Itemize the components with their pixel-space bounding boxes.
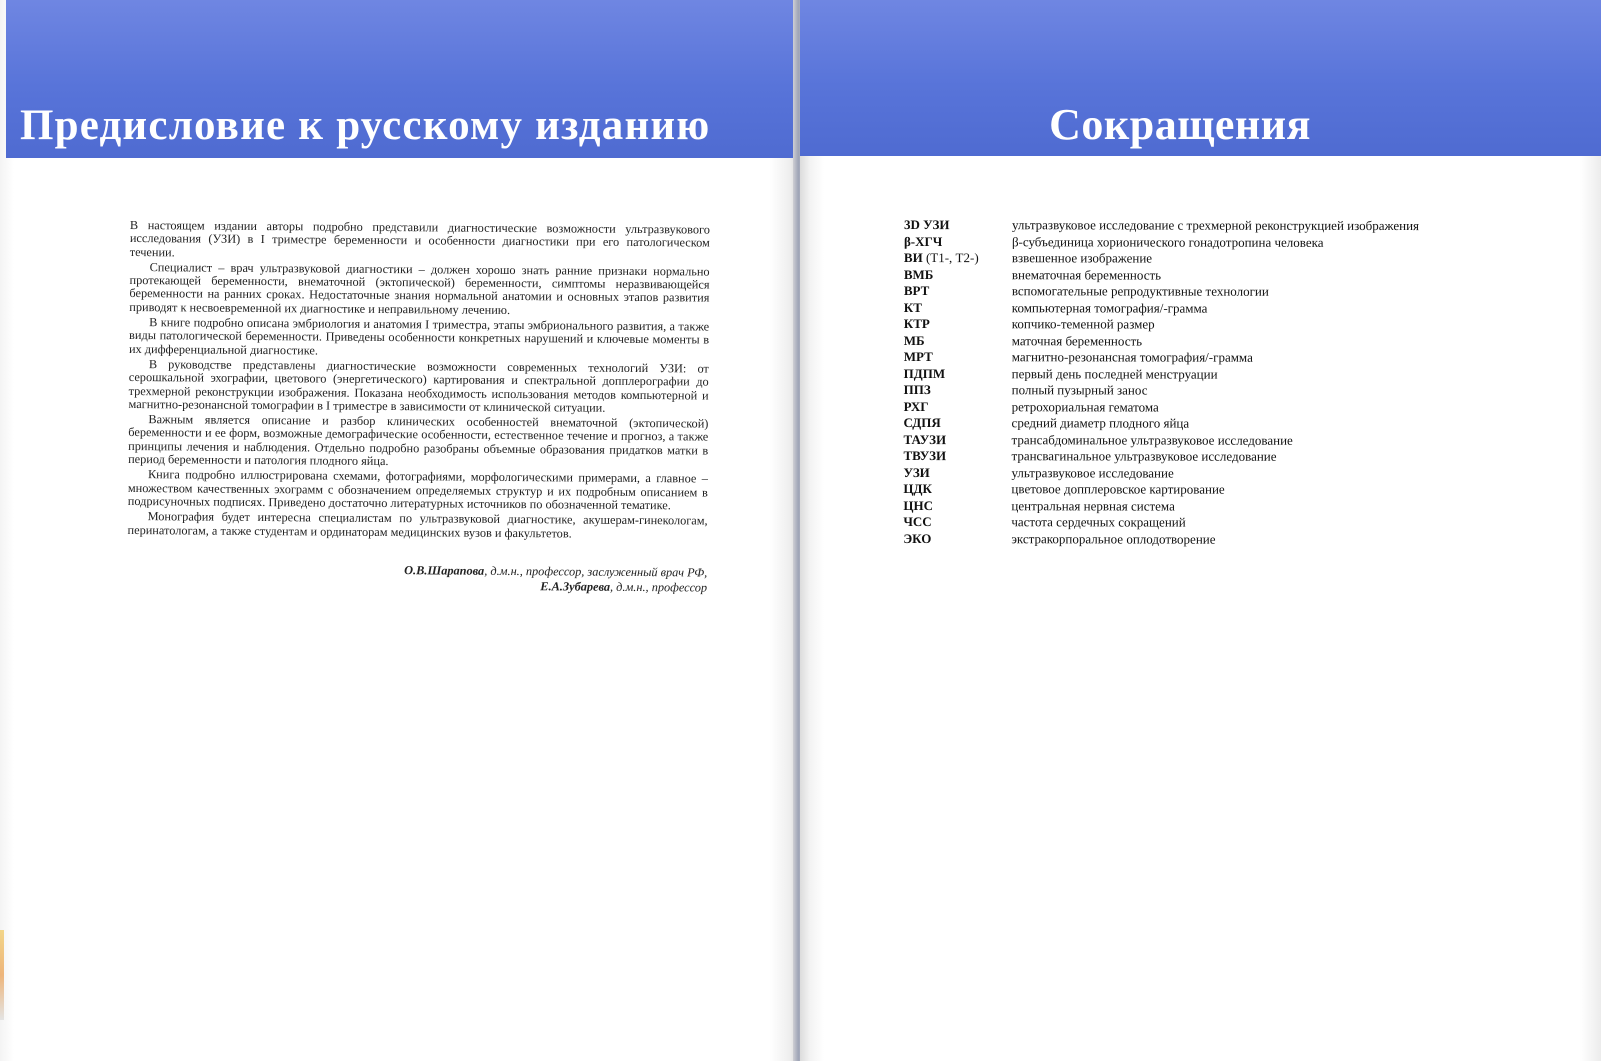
abbreviation-row	[904, 349, 1584, 367]
abbreviation-definition: средний диаметр плодного яйца	[1011, 415, 1190, 431]
abbreviation-row	[904, 382, 1584, 400]
abbreviation-definition: трансвагинальное ультразвуковое исследование	[1011, 448, 1277, 464]
abbreviation-term	[904, 365, 1012, 382]
abbreviation-term-text: ВМБ	[903, 266, 934, 282]
paragraph: Важным является описание и разбор клинических особенностей внематочной (эктопической) беременности и ее форм, возможные демографические особенности, естественное течение и прогноз, а также принципы лечения и наблюдения. Отдельно подробно разобраны объемные образования придатков матки в период беременности и патология плодного яйца.	[128, 412, 709, 469]
abbreviation-term	[904, 349, 1012, 366]
abbreviation-row	[903, 464, 1583, 482]
abbreviation-term	[904, 266, 1012, 283]
signatures	[127, 561, 707, 596]
abbreviation-list	[903, 217, 1584, 548]
abbreviation-row	[904, 431, 1584, 449]
abbreviation-term	[904, 415, 1012, 432]
abbreviation-term-text: ЭКО	[903, 530, 932, 546]
abbreviation-term-text: ЦНС	[903, 497, 934, 513]
abbreviation-row	[904, 415, 1584, 433]
abbreviation-term-suffix: (Т1-, Т2-)	[922, 250, 979, 266]
abbreviation-row	[904, 332, 1584, 350]
abbreviation-term	[904, 283, 1012, 300]
author-title: , д.м.н., профессор, заслуженный врач РФ,	[484, 563, 708, 580]
abbreviation-row	[903, 514, 1583, 532]
abbreviation-definition: ультразвуковое исследование с трехмерной реконструкцией изображения	[1011, 217, 1420, 234]
paragraph: Монография будет интересна специалистам по ультразвуковой диагностике, акушерам-гинекологам, перинатологам, а также студентам и ординаторам медицинских вузов и факультетов.	[127, 509, 708, 541]
abbreviation-row	[903, 497, 1583, 515]
abbreviation-term	[904, 316, 1012, 333]
author-title: , д.м.н., профессор	[609, 579, 708, 595]
author-name: О.В.Шарапова	[404, 562, 485, 578]
abbreviation-term-text: β-ХГЧ	[903, 233, 943, 249]
abbreviation-definition: трансабдоминальное ультразвуковое исследование	[1011, 431, 1293, 448]
page-title: Предисловие к русскому изданию	[20, 102, 711, 149]
abbreviation-definition: компьютерная томография/-грамма	[1011, 299, 1208, 316]
paragraph: В руководстве представлены диагностические возможности современных технологий УЗИ: от серошкальной эхографии, цветового (энергетического) картирования и спектральной допплерографии до трехмерной реконструкции изображения. Показана необходимость использования методов компьютерной и магнитно-резонансной томографии в I триместре в зависимости от клинической ситуации.	[128, 357, 709, 415]
abbreviation-term	[903, 464, 1011, 481]
abbreviation-definition: полный пузырный занос	[1011, 382, 1148, 398]
right-page	[800, 0, 1601, 1061]
abbreviation-definition: экстракорпоральное оплодотворение	[1011, 530, 1216, 547]
abbreviation-term	[904, 250, 1012, 267]
abbreviation-definition: магнитно-резонансная томография/-грамма	[1011, 349, 1253, 365]
abbreviation-term-text: ЦДК	[903, 480, 932, 497]
abbreviation-row	[904, 266, 1584, 284]
abbreviation-row	[903, 530, 1583, 548]
abbreviation-row	[903, 448, 1583, 466]
abbreviation-row	[904, 283, 1584, 301]
abbreviation-row	[904, 250, 1584, 268]
abbreviation-definition: внематочная беременность	[1011, 266, 1162, 283]
paragraph: В настоящем издании авторы подробно представили диагностические возможности ультразвукового исследования (УЗИ) в I триместре беременности и особенности диагностики при его патологическом течении.	[129, 218, 710, 259]
abbreviation-definition: центральная нервная система	[1011, 497, 1175, 514]
abbreviation-term-text: КТ	[903, 299, 922, 315]
abbreviation-definition: вспомогательные репродуктивные технологии	[1011, 283, 1269, 299]
left-page	[0, 0, 797, 1061]
abbreviation-definition: частота сердечных сокращений	[1011, 514, 1186, 530]
author-name: Е.А.Зубарева	[540, 579, 611, 594]
abbreviation-term	[904, 431, 1012, 448]
paragraph: Специалист – врач ультразвуковой диагностики – должен хорошо знать ранние признаки нормально протекающей беременности, внематочной (эктопической) беременности, симптомы неразвивающейся беременности на ранних сроках. Недостаточные знания нормальной анатомии и основных этапов развития приводят к несвоевременной их диагностике и неправильному лечению.	[129, 260, 710, 317]
abbreviation-definition: копчико-теменной размер	[1011, 316, 1155, 332]
abbreviation-term	[904, 233, 1012, 250]
abbreviation-term-text: СДПЯ	[903, 414, 941, 431]
abbreviation-definition: цветовое допплеровское картирование	[1011, 481, 1225, 497]
abbreviation-definition: ультразвуковое исследование	[1011, 464, 1174, 481]
abbreviation-row	[904, 316, 1584, 334]
page-edge-mark	[0, 930, 4, 1020]
abbreviation-row	[904, 217, 1584, 235]
abbreviation-row	[904, 398, 1584, 416]
abbreviation-term	[903, 530, 1011, 547]
abbreviation-term-text: КТР	[903, 315, 930, 332]
abbreviation-term-text: ТАУЗИ	[903, 431, 947, 447]
abbreviation-row	[903, 481, 1583, 499]
abbreviation-term	[904, 299, 1012, 316]
abbreviation-definition: первый день последней менструации	[1011, 365, 1218, 382]
abbreviation-row	[904, 299, 1584, 317]
abbreviation-term-text: ВРТ	[903, 282, 930, 299]
abbreviation-row	[904, 233, 1584, 251]
abbreviation-term	[903, 448, 1011, 465]
abbreviation-row	[904, 365, 1584, 383]
abbreviation-term-text: ПДПМ	[903, 365, 946, 381]
abbreviation-term-text: РХГ	[903, 398, 929, 414]
abbreviation-term	[904, 398, 1012, 415]
abbreviation-definition: ретрохориальная гематома	[1011, 398, 1159, 415]
abbreviation-term-text: ППЗ	[903, 381, 931, 398]
abbreviation-definition: взвешенное изображение	[1011, 250, 1153, 266]
abbreviation-term	[904, 217, 1012, 234]
abbreviation-definition: маточная беременность	[1011, 332, 1143, 348]
abbreviation-term	[903, 481, 1011, 498]
abbreviation-term-text: МРТ	[903, 348, 933, 365]
preface-text	[127, 219, 710, 595]
abbreviation-term-text: УЗИ	[903, 464, 930, 480]
abbreviation-term-text: ВИ	[903, 249, 923, 266]
abbreviation-term-text: ЧСС	[903, 513, 932, 530]
signature-line	[127, 576, 707, 596]
abbreviation-term	[903, 497, 1011, 514]
abbreviation-term	[904, 382, 1012, 399]
paragraph: В книге подробно описана эмбриология и анатомия I триместра, этапы эмбрионального развития, а также виды патологической беременности. Приведены особенности конкретных нарушений и ключевые моменты в их дифференциальной диагностике.	[128, 315, 710, 358]
abbreviation-term	[904, 332, 1012, 349]
abbreviation-definition: β-субъединица хорионического гонадотропина человека	[1011, 233, 1324, 250]
abbreviation-term-text: 3D УЗИ	[903, 217, 950, 233]
page-title: Сокращения	[1049, 100, 1311, 149]
abbreviation-term-text: МБ	[903, 332, 925, 348]
paragraph: Книга подробно иллюстрирована схемами, фотографиями, морфологическими примерами, а главное – множеством качественных эхограмм с обозначением определяемых структур и их подробным описанием в подрисуночных подписях. Приведено достаточно литературных источников по обозначенной тематике.	[127, 467, 709, 513]
abbreviation-term	[903, 514, 1011, 531]
abbreviation-term-text: ТВУЗИ	[903, 447, 947, 464]
